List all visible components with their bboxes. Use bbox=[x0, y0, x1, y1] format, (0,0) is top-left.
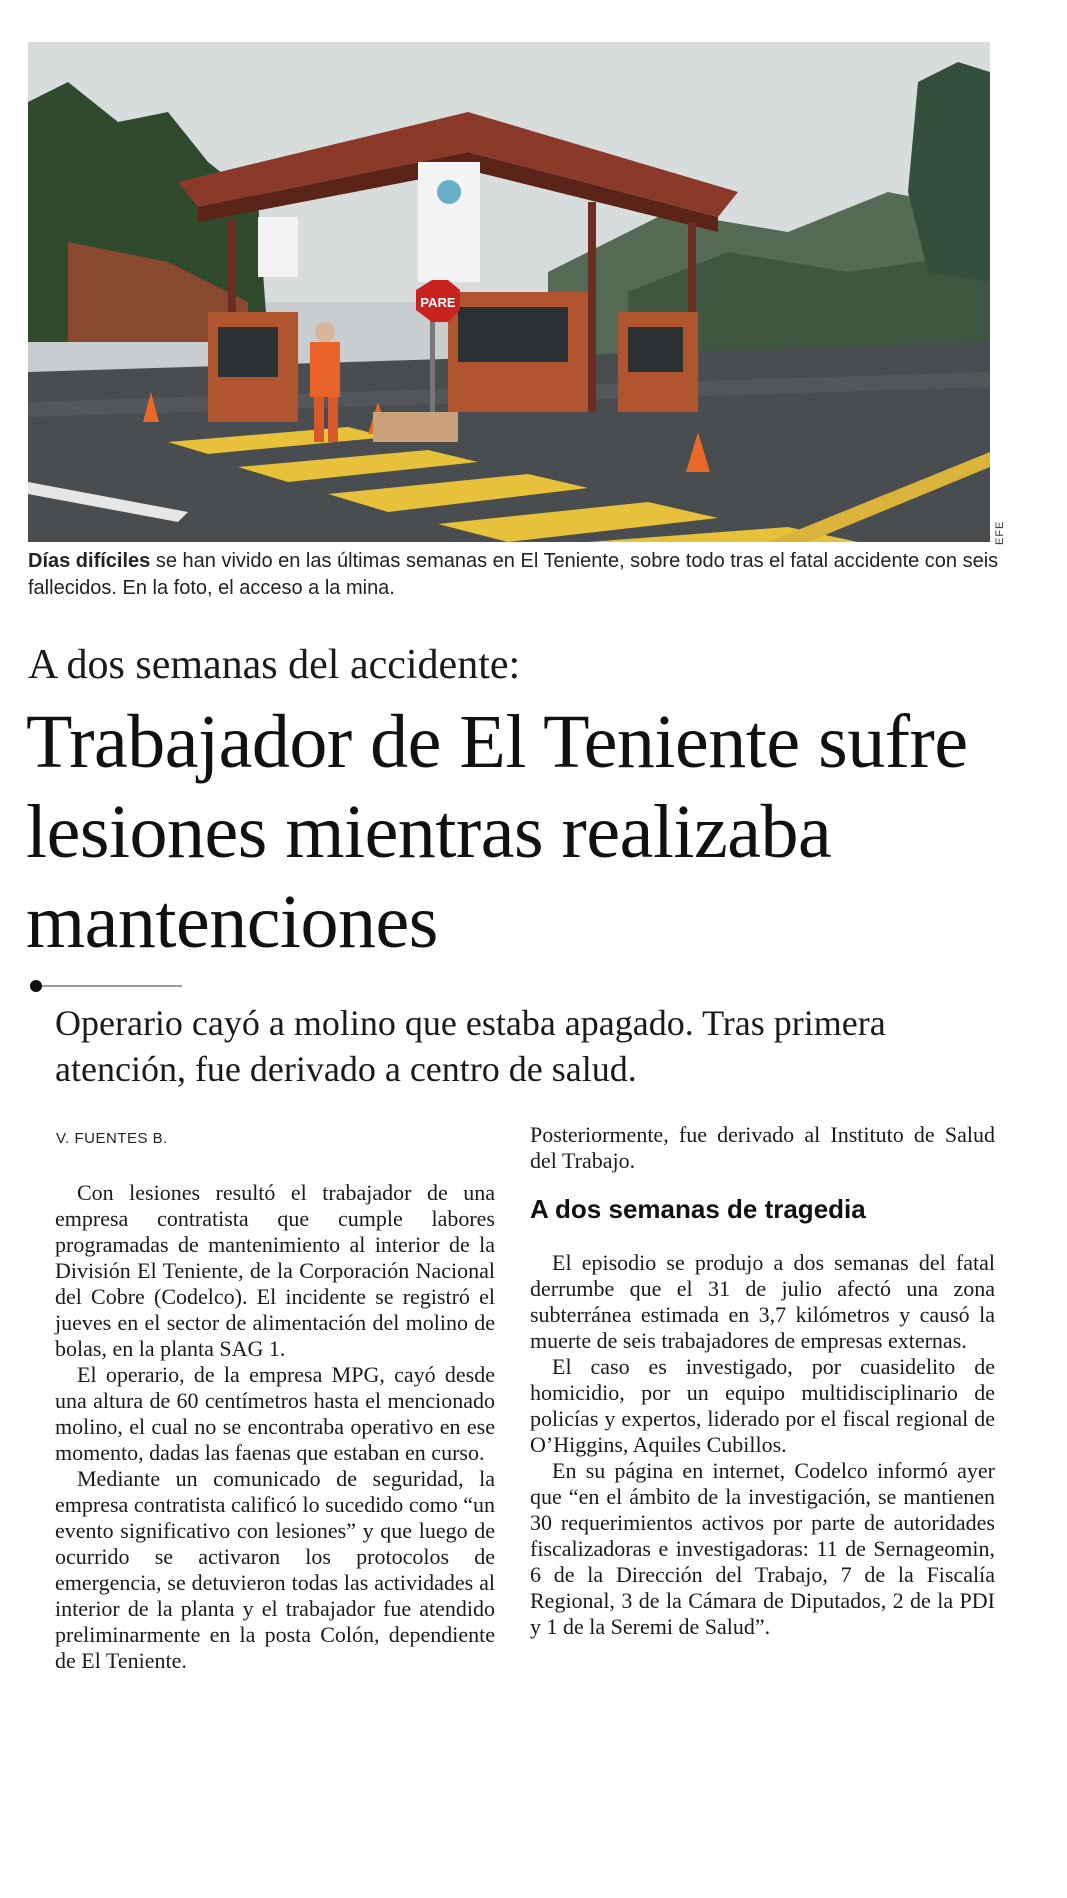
body-paragraph: El caso es investigado, por cuasidelito de homicidio, por un equipo multidisciplinario de policías y expertos, liderado por el fiscal regional de O’Higgins, Aquiles Cubillos. bbox=[530, 1354, 995, 1457]
caption-text: se han vivido en las últimas semanas en El Teniente, sobre todo tras el fatal accidente con seis fallecidos. En la foto, el acceso a la mina. bbox=[28, 550, 999, 599]
body-column-left bbox=[55, 1180, 495, 1674]
news-photo bbox=[28, 42, 990, 542]
body-column-right bbox=[530, 1122, 995, 1640]
divider-line bbox=[36, 985, 182, 987]
byline: V. FUENTES B. bbox=[56, 1130, 168, 1147]
divider-dot bbox=[30, 980, 42, 992]
body-paragraph: El episodio se produjo a dos semanas del fatal derrumbe que el 31 de julio afectó una zona subterránea estimada en 3,7 kilómetros y causó la muerte de seis trabajadores de empresas externas. bbox=[530, 1250, 995, 1353]
photo-caption bbox=[28, 548, 1003, 602]
body-paragraph: Mediante un comunicado de seguridad, la empresa contratista calificó lo sucedido como “un evento significativo con lesiones” y que luego de ocurrido se activaron los protocolos de emergencia, se detuvieron todas las actividades al interior de la planta y el trabajador fue atendido preliminarmente en la posta Colón, dependiente de El Teniente. bbox=[55, 1466, 495, 1673]
kicker: A dos semanas del accidente: bbox=[28, 642, 521, 688]
mine-access-photo bbox=[28, 42, 990, 542]
body-paragraph: El operario, de la empresa MPG, cayó desde una altura de 60 centímetros hasta el mencionado molino, el cual no se encontraba operativo en ese momento, dadas las faenas que estaban en curso. bbox=[55, 1362, 495, 1465]
caption-lead: Días difíciles bbox=[28, 550, 151, 572]
stop-sign-text: PARE bbox=[420, 295, 456, 310]
body-paragraph: En su página en internet, Codelco informó ayer que “en el ámbito de la investigación, se mantienen 30 requerimientos activos por parte de autoridades fiscalizadoras e investigadoras: 11 de Sernageomin, 6 de la Dirección del Trabajo, 7 de la Fiscalía Regional, 3 de la Cámara de Diputados, 2 de la PDI y 1 de la Seremi de Salud”. bbox=[530, 1458, 995, 1639]
headline: Trabajador de El Teniente sufre lesiones mientras realizaba mantenciones bbox=[26, 700, 968, 964]
body-paragraph: Posteriormente, fue derivado al Instituto de Salud del Trabajo. bbox=[530, 1122, 995, 1173]
photo-credit: EFE bbox=[994, 520, 1006, 545]
deck: Operario cayó a molino que estaba apagado. Tras primera atención, fue derivado a centro de salud. bbox=[55, 1003, 886, 1089]
subhead: A dos semanas de tragedia bbox=[530, 1194, 866, 1224]
body-paragraph: Con lesiones resultó el trabajador de una empresa contratista que cumple labores programadas de mantenimiento al interior de la División El Teniente, de la Corporación Nacional del Cobre (Codelco). El incidente se registró el jueves en el sector de alimentación del molino de bolas, en la planta SAG 1. bbox=[55, 1180, 495, 1361]
